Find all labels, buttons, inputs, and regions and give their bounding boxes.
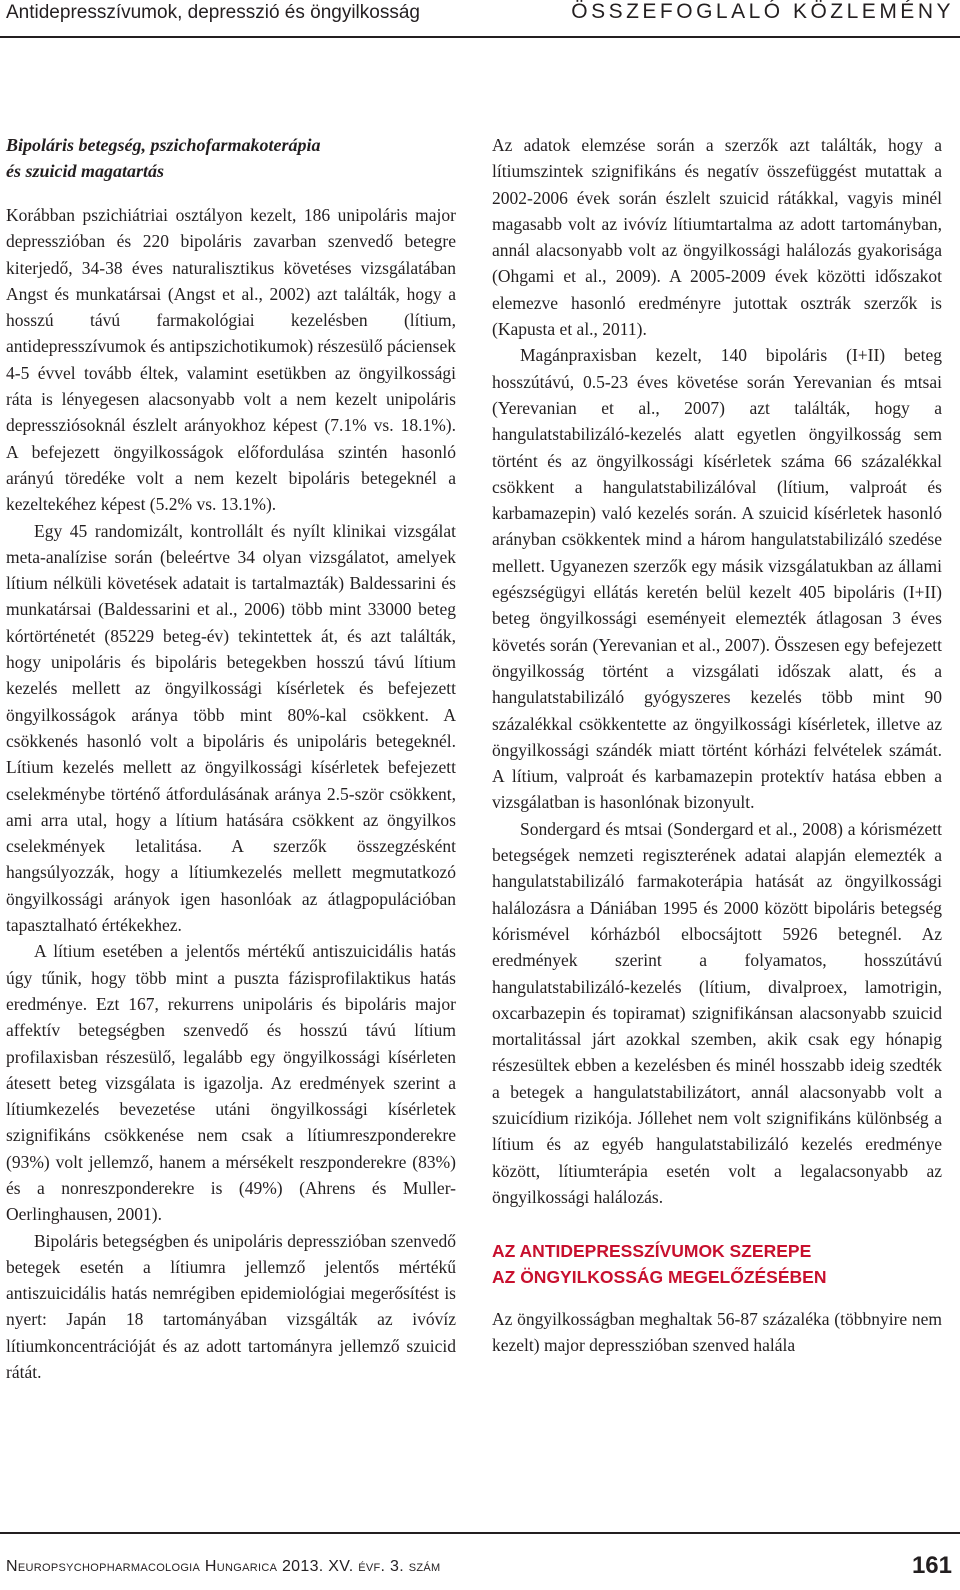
right-paragraph-4: Az öngyilkosságban meghaltak 56-87 százaléka (többnyire nem kezelt) major depresszióban szenved halála [492,1309,942,1356]
section-heading-line-2: AZ ÖNGYILKOSSÁG MEGELŐZÉSÉBEN [492,1267,827,1288]
left-paragraph-1: Korábban pszichiátriai osztályon kezelt, 186 unipoláris major depresszióban és 220 bipoláris zavarban szenvedő betegre kiterjedő, 34-38 éves naturalisztikus követéses vizsgálatában Angst és munkatársai (Angst et al., 2002) azt találták, hogy a hosszú távú farmakológiai kezelésben (lítium, antidepresszívumok és antipszichotikumok) részesülő páciensek 4-5 évvel tovább éltek, valamint esetükben az öngyilkossági ráta is lényegesen alacsonyabb volt a nem kezelt unipoláris depressziósoknál észlelt arányokhoz képest (7.1% vs. 18.1%). A befejezett öngyilkosságok előfordulása szintén hasonló arányú töredéke volt a nem kezelt bipoláris betegeknél a kezeltekéhez képest (5.2% vs. 13.1%). [6,205,457,515]
left-column [6,132,456,1385]
right-paragraph-1: Az adatok elemzése során a szerzők azt találták, hogy a lítiumszintek szignifikáns és negatív összefüggést mutattak a 2002-2006 évek során észlelt szuicid rátákkal, vagyis minél magasabb volt az ivóvíz lítiumtartalma az adott tartományban, annál alacsonyabb volt az öngyilkossági halálozás gyakorisága (Ohgami et al., 2009). A 2005-2009 évek közötti időszakot elemezve hasonló eredményre jutottak osztrák szerzők is (Kapusta et al., 2011). [492,135,942,340]
right-paragraph-2: Magánpraxisban kezelt, 140 bipoláris (I+II) beteg hosszútávú, 0.5-23 éves követése során Yerevanian és mtsai (Yerevanian et al., 2007) azt találták, hogy a hangulatstabilizáló-kezelés alatt egyetlen öngyilkosság sem történt és az öngyilkossági kísérletek száma 66 százalékkal csökkent a hangulatstabilizálóval (lítium, valproát és karbamazepin) való kezelés során. A szuicid kísérletek hasonló arányban csökkentek mind a három hangulatstabilizáló szedése mellett. Ugyanezen szerzők egy másik vizsgálatukban az állami egészségügyi ellátás keretén belül kezelt 405 bipoláris (I+II) beteg öngyilkossági eseményeit elemezték átlagosan 3 éves követés során (Yerevanian et al., 2007). Összesen egy befejezett öngyilkosság történt a vizsgálati időszak alatt, és a hangulatstabilizáló gyógyszeres kezelés több mint 90 százalékkal csökkentette az öngyilkossági kísérletek, illetve az öngyilkossági szándék miatt történt kórházi felvételek számát. A lítium, valproát és karbamazepin protektív hatása ebben a vizsgálatban is hasonlónak bizonyult. [492,345,942,813]
left-paragraph-3: A lítium esetében a jelentős mértékű antiszuicidális hatás úgy tűnik, hogy több mint a puszta fázisprofilaktikus hatás eredménye. Ezt 167, rekurrens unipoláris és bipoláris major affektív betegségben szenvedő és hosszú távú lítium profilaxisban részesülő, legalább egy öngyilkossági kísérleten átesett beteg vizsgálata is igazolja. Az eredmények szerint a lítiumkezelés bevezetése utáni öngyilkossági kísérletek szignifikáns csökkenése nem csak a lítiumreszponderekre (93%) volt jellemző, hanem a mérsékelt reszponderekre (83%) és a nonreszponderekre is (49%) (Ahrens és Muller-Oerlinghausen, 2001). [6,941,456,1225]
running-title: Antidepresszívumok, depresszió és öngyilkosság [6,2,420,23]
right-paragraph-3: Sondergard és mtsai (Sondergard et al., 2008) a kórismézett betegségek nemzeti regiszterének adatai alapján elemezték a hangulatstabilizáló farmakoterápia hatását az öngyilkossági halálozásra a Dániában 1995 és 2000 között bipoláris betegség kórismével kórházból elbocsájtott 5926 betegnél. Az eredmények szerint a folyamatos, hosszútávú hangulatstabilizáló-kezelés (lítium, divalproex, lamotrigin, oxcarbazepin és topiramat) szignifikánsan alacsonyabb szuicid mortalitással járt azokkal szemben, akik csak egy hónapig részesültek ebben a kezelésben és minél hosszabb ideig szedték a betegek a hangulatstabilizátort, annál alacsonyabb volt a szuicídium rizikója. Jóllehet nem volt szignifikáns különbség a lítium és az egyéb hangulatstabilizáló kezelés eredménye között, lítiumterápia esetén volt a legalacsonyabb az öngyilkossági halálozás. [492,818,942,1207]
section-title-line-2: és szuicid magatartás [6,161,165,181]
right-column [492,132,942,1359]
left-paragraph-2: Egy 45 randomizált, kontrollált és nyílt klinikai vizsgálat meta-analízise során (beleértve 34 olyan vizsgálatot, amelyek lítium nélküli követések adatait is tartalmazták) Baldessarini és munkatársai (Baldessarini et al., 2006) több mint 33000 beteg kórtörténetét (85229 beteg-év) tekintettek át, és azt találták, hogy unipoláris és bipoláris betegekben hosszú távú lítium kezelés mellett az öngyilkossági kísérletek és befejezett öngyilkosságok aránya több mint 80%-kal csökkent. A csökkenés hasonló volt a bipoláris és unipoláris betegeknél. Lítium kezelés mellett az öngyilkossági kísérletek befejezett cselekménybe történő átfordulásának aránya 2.5-ször csökkent, ami arra utal, hogy a lítium hatására csökkent az öngyilkos cselekmények letalitása. A szerzők összegzésként hangsúlyozzák, hogy a lítiumkezelés mellett megmutatkozó öngyilkossági arányok igen hasonlóak az átlagpopulációban tapasztalható értékekhez. [6,520,456,936]
left-paragraph-4: Bipoláris betegségben és unipoláris depresszióban szenvedő betegek esetén a lítiumra jellemző jelentős mértékű antiszuicidális hatás nemrégiben epidemiológiai megerősítést is nyert: Japán 18 tartományában vizsgálták az ivóvíz lítiumkoncentrációját és az adott tartományra jellemző szuicid rátát. [6,1230,456,1383]
footer-divider [0,1532,960,1534]
section-title-line-1: Bipoláris betegség, pszichofarmakoterápia [6,135,321,155]
header-divider [0,36,960,38]
article-type-label: ÖSSZEFOGLALÓ KÖZLEMÉNY [571,0,954,23]
page-number: 161 [911,1552,952,1579]
section-heading-line-1: AZ ANTIDEPRESSZÍVUMOK SZEREPE [492,1241,812,1262]
section-heading [492,1238,942,1290]
section-title [6,132,456,184]
page-header [0,0,960,36]
page-footer [0,1532,960,1590]
journal-citation: Neuropsychopharmacologia Hungarica 2013. XV. évf. 3. szám [6,1558,441,1575]
